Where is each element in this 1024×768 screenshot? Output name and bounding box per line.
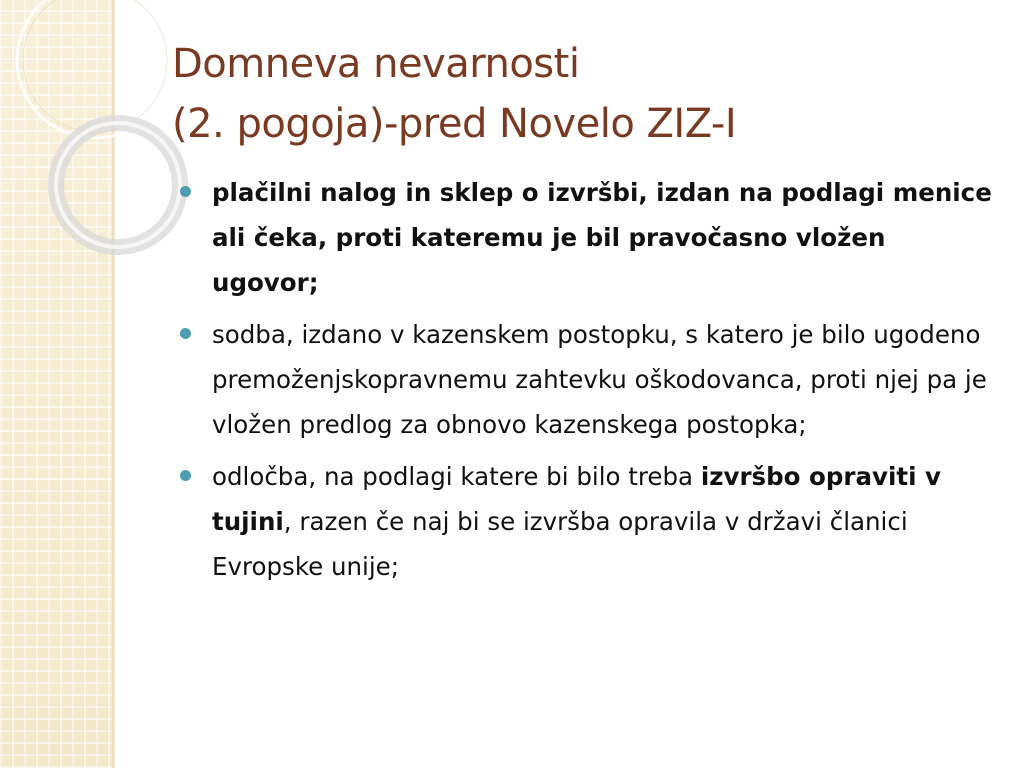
bullet-text: sodba, izdano v kazenskem postopku, s katero je bilo ugodeno premoženjskopravnemu zahtevku oškodovanca, proti njej pa je vložen predlog za obnovo kazenskega postopka;: [212, 320, 987, 439]
bullet-item: [178, 170, 998, 305]
bullet-dot-icon: [180, 470, 191, 481]
bullet-item: [178, 454, 998, 589]
slide-title: [172, 34, 992, 154]
bullet-text-bold: izvršbo opraviti v tujini: [212, 462, 941, 536]
bullet-dot-icon: [180, 186, 191, 197]
bullet-list: [178, 170, 998, 596]
bullet-text-bold: plačilni nalog in sklep o izvršbi, izdan na podlagi menice ali čeka, proti kateremu je bil pravočasno vložen ugovor;: [212, 178, 992, 297]
title-line-1: Domneva nevarnosti: [172, 41, 580, 87]
bullet-text-after: , razen če naj bi se izvršba opravila v državi članici Evropske unije;: [212, 507, 908, 581]
bullet-item: [178, 312, 998, 447]
decorative-side-panel: [0, 0, 112, 768]
bullet-dot-icon: [180, 328, 191, 339]
title-line-2: (2. pogoja)-pred Novelo ZIZ-I: [172, 101, 737, 147]
bullet-text-before: odločba, na podlagi katere bi bilo treba: [212, 462, 701, 491]
side-panel-edge: [112, 0, 115, 768]
